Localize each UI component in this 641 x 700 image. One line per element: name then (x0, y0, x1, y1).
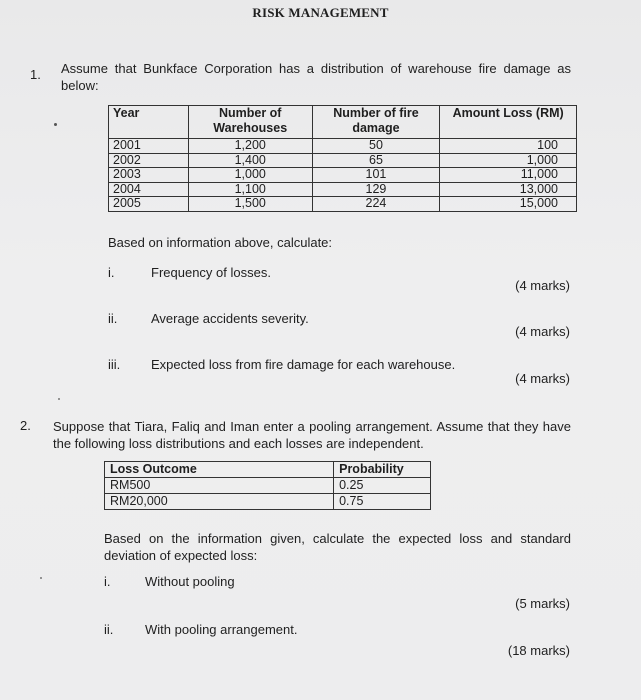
cell-amount-loss: 11,000 (440, 168, 577, 183)
cell-year: 2004 (109, 182, 189, 197)
part-marks: (4 marks) (515, 278, 570, 293)
header-year: Year (109, 106, 189, 139)
loss-distribution-table (104, 461, 431, 510)
cell-warehouses: 1,500 (188, 197, 312, 212)
part-number: i. (108, 265, 115, 280)
cell-probability: 0.25 (334, 478, 431, 494)
cell-amount-loss: 100 (440, 139, 577, 154)
cell-fire-damage: 65 (312, 153, 440, 168)
cell-year: 2002 (109, 153, 189, 168)
table-row (109, 168, 577, 183)
cell-warehouses: 1,200 (188, 139, 312, 154)
cell-warehouses: 1,400 (188, 153, 312, 168)
table-row (109, 182, 577, 197)
part-number: iii. (108, 357, 121, 372)
question-2-intro: Suppose that Tiara, Faliq and Iman enter a pooling arrangement. Assume that they have the following loss distributions and each losses are independent. (53, 419, 571, 451)
table-header-row (105, 462, 431, 478)
question-1-intro: Assume that Bunkface Corporation has a distribution of warehouse fire damage as below: (61, 61, 571, 93)
part-text: Frequency of losses. (151, 265, 271, 280)
question-2-number: 2. (20, 418, 31, 433)
header-warehouses: Number of Warehouses (188, 106, 312, 139)
table-row (105, 494, 431, 510)
table-row (105, 478, 431, 494)
cell-fire-damage: 129 (312, 182, 440, 197)
question-1-number: 1. (30, 67, 41, 82)
part-number: ii. (104, 622, 114, 637)
table-row (109, 153, 577, 168)
bullet-dot (54, 123, 57, 126)
table-row (109, 139, 577, 154)
cell-year: 2003 (109, 168, 189, 183)
header-loss-outcome: Loss Outcome (105, 462, 334, 478)
question-1-prompt: Based on information above, calculate: (108, 235, 333, 250)
cell-year: 2001 (109, 139, 189, 154)
stray-mark (58, 398, 60, 400)
cell-fire-damage: 50 (312, 139, 440, 154)
cell-fire-damage: 101 (312, 168, 440, 183)
cell-fire-damage: 224 (312, 197, 440, 212)
part-text: With pooling arrangement. (145, 622, 298, 637)
stray-mark (40, 577, 42, 579)
part-text: Average accidents severity. (151, 311, 309, 326)
part-number: ii. (108, 311, 118, 326)
header-amount-loss: Amount Loss (RM) (440, 106, 577, 139)
cell-year: 2005 (109, 197, 189, 212)
part-number: i. (104, 574, 111, 589)
header-fire-damage: Number of fire damage (312, 106, 440, 139)
page-title: RISK MANAGEMENT (252, 5, 389, 20)
part-marks: (4 marks) (515, 324, 570, 339)
table-header-row (109, 106, 577, 139)
cell-warehouses: 1,100 (188, 182, 312, 197)
warehouse-fire-table (108, 105, 577, 212)
part-marks: (5 marks) (515, 596, 570, 611)
cell-amount-loss: 1,000 (440, 153, 577, 168)
cell-amount-loss: 13,000 (440, 182, 577, 197)
question-2-prompt: Based on the information given, calculate the expected loss and standard deviation of expected loss: (104, 531, 571, 563)
cell-warehouses: 1,000 (188, 168, 312, 183)
cell-amount-loss: 15,000 (440, 197, 577, 212)
part-text: Expected loss from fire damage for each warehouse. (151, 357, 456, 372)
cell-probability: 0.75 (334, 494, 431, 510)
cell-loss-outcome: RM500 (105, 478, 334, 494)
part-text: Without pooling (145, 574, 235, 589)
part-marks: (4 marks) (515, 371, 570, 386)
header-probability: Probability (334, 462, 431, 478)
cell-loss-outcome: RM20,000 (105, 494, 334, 510)
table-row (109, 197, 577, 212)
part-marks: (18 marks) (507, 643, 570, 658)
